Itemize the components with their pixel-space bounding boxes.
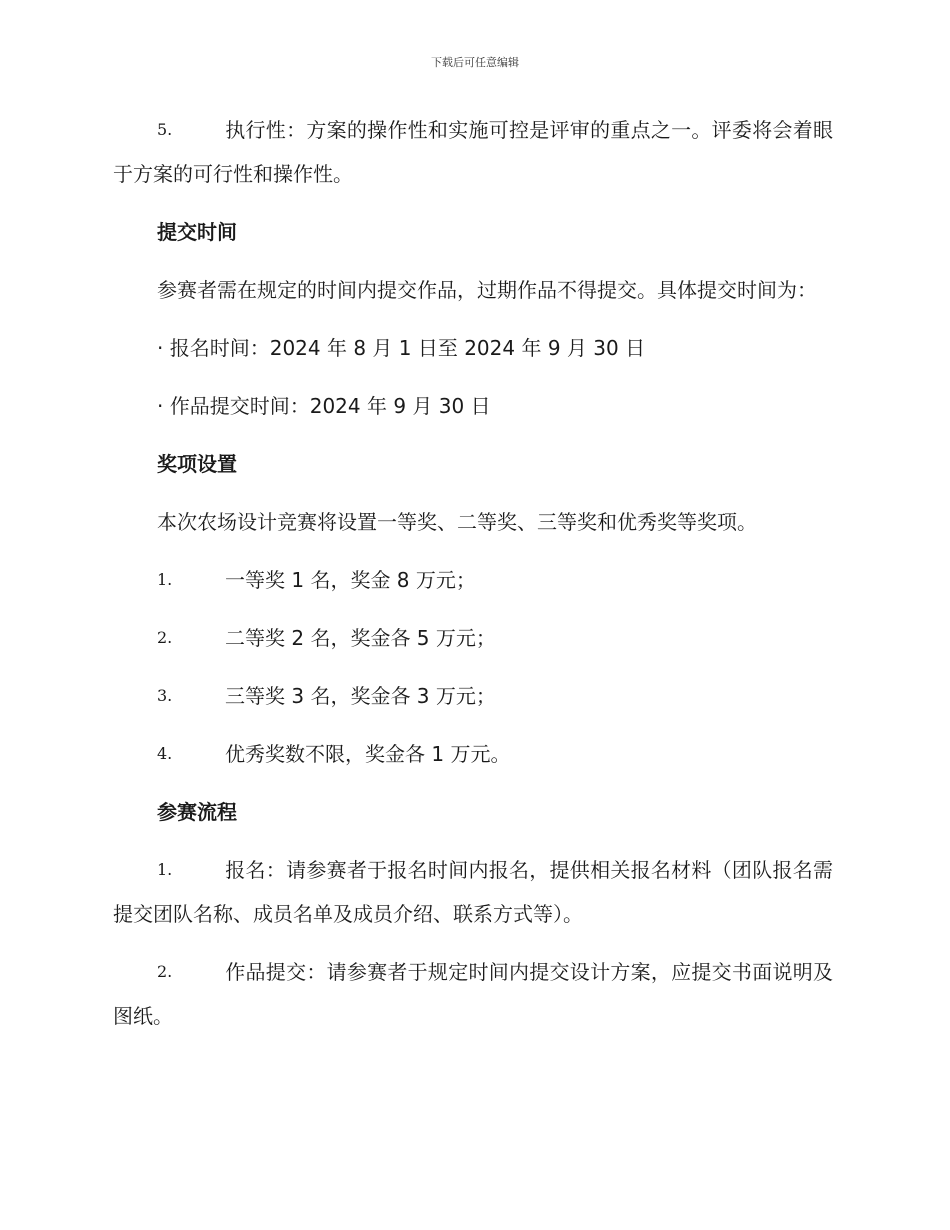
list-number: 1. <box>157 860 173 879</box>
document-body <box>113 108 833 1052</box>
list-text: 作品提交：请参赛者于规定时间内提交设计方案，应提交书面说明及图纸。 <box>113 960 833 1028</box>
list-number: 2. <box>157 962 173 981</box>
list-number: 4. <box>157 744 173 763</box>
list-text: 报名：请参赛者于报名时间内报名，提供相关报名材料（团队报名需提交团队名称、成员名单及成员介绍、联系方式等）。 <box>113 858 833 926</box>
list-text: 优秀奖数不限，奖金各 1 万元。 <box>225 742 511 766</box>
process-item-2 <box>113 950 833 1038</box>
list-text: 二等奖 2 名，奖金各 5 万元； <box>225 626 496 650</box>
heading-awards: 奖项设置 <box>157 452 237 476</box>
list-text: 执行性：方案的操作性和实施可控是评审的重点之一。评委将会着眼于方案的可行性和操作性。 <box>113 118 833 186</box>
list-number: 1. <box>157 570 173 589</box>
list-text: 一等奖 1 名，奖金 8 万元； <box>225 568 476 592</box>
list-text: 三等奖 3 名，奖金各 3 万元； <box>225 684 496 708</box>
heading-process: 参赛流程 <box>157 800 237 824</box>
process-item-1 <box>113 848 833 936</box>
list-number: 5. <box>157 120 173 139</box>
award-item-3 <box>113 674 833 718</box>
bullet-submission-time: · 作品提交时间：2024 年 9 月 30 日 <box>157 394 491 418</box>
awards-intro: 本次农场设计竞赛将设置一等奖、二等奖、三等奖和优秀奖等奖项。 <box>157 510 757 534</box>
award-item-2 <box>113 616 833 660</box>
submission-intro: 参赛者需在规定的时间内提交作品，过期作品不得提交。具体提交时间为： <box>157 278 817 302</box>
criteria-item-5 <box>113 108 833 196</box>
award-item-4 <box>113 732 833 776</box>
award-item-1 <box>113 558 833 602</box>
list-number: 3. <box>157 686 173 705</box>
list-number: 2. <box>157 628 173 647</box>
heading-submission-time: 提交时间 <box>157 220 237 244</box>
page-header: 下载后可任意编辑 <box>431 56 519 69</box>
bullet-registration-time: · 报名时间：2024 年 8 月 1 日至 2024 年 9 月 30 日 <box>157 336 646 360</box>
